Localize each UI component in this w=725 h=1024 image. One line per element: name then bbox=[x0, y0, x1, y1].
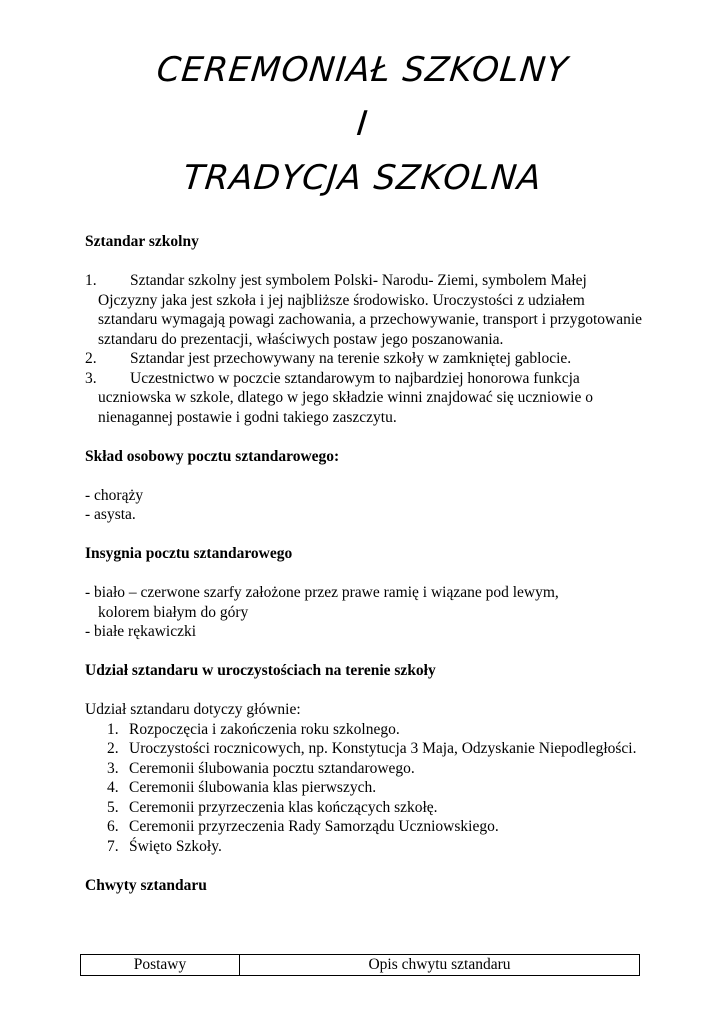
section-heading-grips: Chwyty sztandaru bbox=[85, 876, 207, 894]
list-item-number: 1. bbox=[85, 272, 97, 289]
list-item bbox=[85, 369, 645, 428]
insignia-item: - białe rękawiczki bbox=[85, 623, 197, 640]
table-header-row bbox=[81, 955, 640, 976]
list-item bbox=[107, 837, 645, 857]
list-item-text: Uroczystości rocznicowych, np. Konstytucja 3 Maja, Odzyskanie Niepodległości. bbox=[129, 740, 637, 757]
insignia-item-continuation: kolorem białym do góry bbox=[98, 603, 249, 621]
list-item bbox=[85, 349, 645, 369]
list-item-number: 3. bbox=[107, 759, 119, 777]
list-item bbox=[107, 778, 645, 798]
document-body bbox=[85, 232, 645, 895]
list-item-text: Ceremonii przyrzeczenia klas kończących szkołę. bbox=[129, 798, 438, 816]
list-item-text: Sztandar jest przechowywany na terenie szkoły w zamkniętej gablocie. bbox=[130, 350, 572, 367]
document-title-line-3: TRADYCJA SZKOLNA bbox=[181, 158, 544, 198]
list-item-text: Ceremonii ślubowania klas pierwszych. bbox=[129, 779, 377, 796]
list-item bbox=[107, 817, 645, 837]
list-item-number: 1. bbox=[107, 720, 119, 738]
list-item-number: 2. bbox=[107, 740, 119, 757]
list-item-text: Ceremonii ślubowania pocztu sztandarowego. bbox=[129, 759, 415, 777]
grips-table bbox=[80, 954, 640, 976]
list-item bbox=[107, 720, 645, 740]
section-heading-insignia: Insygnia pocztu sztandarowego bbox=[85, 545, 293, 562]
ceremonies-list bbox=[85, 720, 645, 857]
list-item bbox=[107, 798, 645, 818]
list-item-text: Uczestnictwo w poczcie sztandarowym to najbardziej honorowa funkcja uczniowska w szkole, dlatego w jego składzie winni znajdować się uczniowie o nienagannej postawie i godni takiego zaszczytu. bbox=[98, 369, 593, 426]
list-item-number: 2. bbox=[85, 350, 97, 367]
list-item-number: 5. bbox=[107, 798, 119, 816]
section-heading-ceremonies: Udział sztandaru w uroczystościach na terenie szkoły bbox=[85, 662, 436, 679]
ceremonies-intro: Udział sztandaru dotyczy głównie: bbox=[85, 701, 301, 718]
insignia-item: - biało – czerwone szarfy założone przez prawe ramię i wiązane pod lewym, bbox=[85, 584, 559, 601]
document-title-line-2: I bbox=[354, 104, 371, 144]
section-heading-banner: Sztandar szkolny bbox=[85, 233, 199, 250]
composition-item: - asysta. bbox=[85, 506, 136, 523]
list-item bbox=[107, 759, 645, 779]
list-item-number: 4. bbox=[107, 779, 119, 796]
list-item-text: Święto Szkoły. bbox=[129, 837, 222, 855]
list-item-text: Ceremonii przyrzeczenia Rady Samorządu Uczniowskiego. bbox=[129, 818, 499, 835]
list-item-number: 7. bbox=[107, 837, 119, 855]
table-header-postures: Postawy bbox=[81, 955, 240, 976]
list-item bbox=[85, 271, 645, 349]
composition-item: - chorąży bbox=[85, 486, 144, 504]
section-heading-composition: Skład osobowy pocztu sztandarowego: bbox=[85, 447, 340, 465]
list-item bbox=[107, 739, 645, 759]
list-item-text: Sztandar szkolny jest symbolem Polski- Narodu- Ziemi, symbolem Małej Ojczyzny jaka jest szkoła i jej najbliższe środowisko. Uroczystości z udziałem sztandaru wymagają powagi zachowania, a przechowywanie, transport i przygotowanie sztandaru do prezentacji, właściwych postaw jego poszanowania. bbox=[98, 272, 643, 348]
list-item-number: 6. bbox=[107, 818, 119, 835]
list-item-number: 3. bbox=[85, 369, 97, 387]
table-header-grip-description: Opis chwytu sztandaru bbox=[240, 955, 640, 976]
list-item-text: Rozpoczęcia i zakończenia roku szkolnego. bbox=[129, 720, 400, 738]
document-title-line-1: CEREMONIAŁ SZKOLNY bbox=[154, 50, 571, 90]
